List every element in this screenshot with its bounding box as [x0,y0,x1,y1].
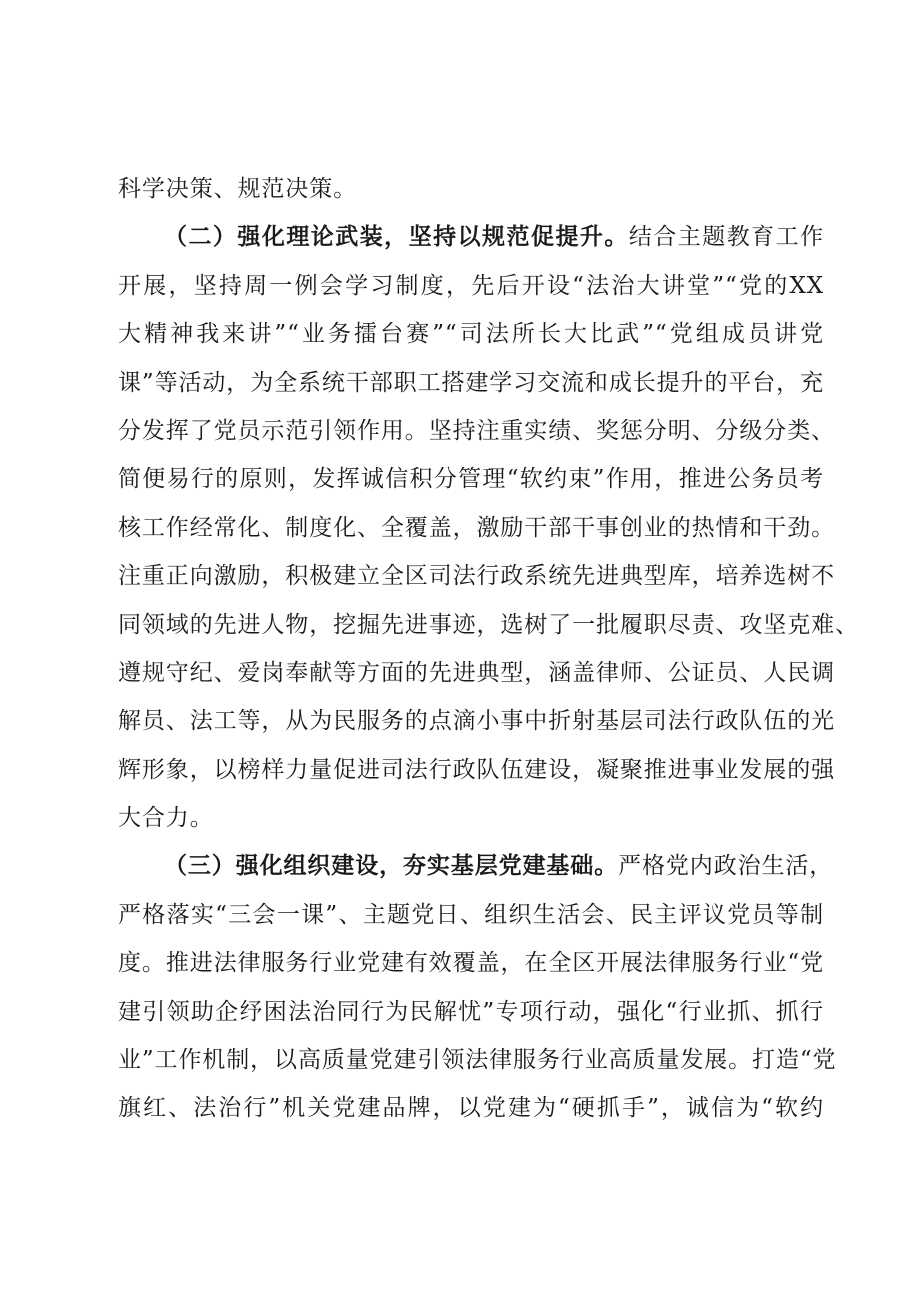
paragraph-2-line: 大精神我来讲”“业务擂台赛”“司法所长大比武”“党组成员讲党 [118,321,824,348]
paragraph-3-first-line-text: 严格党内政治生活， [618,853,834,880]
paragraph-3-line-1 [118,842,834,890]
paragraph-3-line: 业”工作机制，以高质量党建引领法律服务行业高质量发展。打造“党 [118,1047,837,1074]
paragraph-2-line: 核工作经常化、制度化、全覆盖，激励干部干事创业的热情和干劲。 [118,514,835,541]
paragraph-2-line: 解员、法工等，从为民服务的点滴小事中折射基层司法行政队伍的光 [118,708,835,735]
paragraph-2-line: 简便易行的原则，发挥诚信积分管理“软约束”作用，推进公务员考 [118,466,824,493]
paragraph-2-line: 注重正向激励，积极建立全区司法行政系统先进典型库，培养选树不 [118,563,835,590]
paragraph-3-line: 建引领助企纾困法治同行为民解忧”专项行动，强化“行业抓、抓行 [118,998,824,1025]
section-2-heading: （二）强化理论武装，坚持以规范促提升。 [164,224,629,251]
paragraph-2-first-line-text: 结合主题教育工作 [628,224,824,251]
paragraph-2-line-1 [118,213,824,261]
paragraph-2-line: 同领域的先进人物，挖掘先进事迹，选树了一批履职尽责、攻坚克难、 [118,611,859,638]
paragraph-3-line: 旗红、法治行”机关党建品牌，以党建为“硬抓手”，诚信为“软约 [118,1095,824,1122]
paragraph-3-line: 严格落实“三会一课”、主题党日、组织生活会、民主评议党员等制 [118,901,824,928]
paragraph-3-line: 度。推进法律服务行业党建有效覆盖，在全区开展法律服务行业“党 [118,950,824,977]
paragraph-2-line: 分发挥了党员示范引领作用。坚持注重实绩、奖惩分明、分级分类、 [118,417,835,444]
paragraph-2-line: 辉形象，以榜样力量促进司法行政队伍建设，凝聚推进事业发展的强 [118,756,835,783]
paragraph-2-line: 开展，坚持周一例会学习制度，先后开设“法治大讲堂”“党的XX [118,272,824,299]
section-3-heading: （三）强化组织建设，夯实基层党建基础。 [164,853,619,880]
paragraph-2-line: 遵规守纪、爱岗奉献等方面的先进典型，涵盖律师、公证员、人民调 [118,659,835,686]
paragraph-2-line-last: 大合力。 [118,805,214,832]
paragraph-1-line-1: 科学决策、规范决策。 [118,176,357,202]
paragraph-2-line: 课”等活动，为全系统干部职工搭建学习交流和成长提升的平台，充 [118,369,824,396]
document-page [118,165,859,1133]
